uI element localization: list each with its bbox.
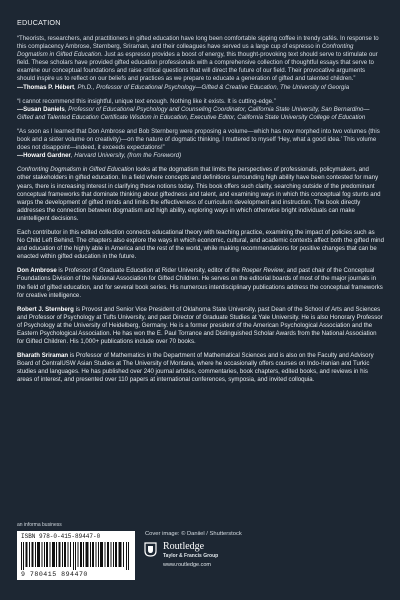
routledge-logo-icon: [144, 542, 157, 557]
cover-footer: [17, 522, 384, 600]
quote-source: [17, 106, 384, 122]
endorsement-quote: [17, 35, 384, 92]
isbn-barcode-box: [17, 531, 135, 580]
author-bio-text-continued: , and past chair of the Conceptual Foundations Division of the National Association for Gifted Children. He serves on the editorial boards of most of the major journals in the field of gifted education, and for several book series. His numerous interdisciplinary publications address the conceptual frameworks for creative intelligence.: [17, 267, 383, 299]
author-bio-text: is Professor of Mathematics in the Department of Mathematical Sciences and is also on the Faculty and Advisory Board of CentralUSW Asian Studies at The University of Montana, where he occasionally offers courses on Indo-Iranian and Turkic studies and languages. He has published over 240 journal articles, commentaries, book chapters, edited books, and reviews in his areas of interest, and presented over 110 papers at international conferences, symposia, and invited colloquia.: [17, 352, 374, 384]
author-bio: [17, 352, 384, 384]
quote-author: —Susan Daniels: [17, 105, 65, 113]
quote-affiliation: , Harvard University, (from the Foreword): [70, 152, 182, 160]
quote-text-continued: . Just as espresso provides a boost of energy, this thought-provoking text should serve to stimulate our field. These scholars have provided gifted education professionals with a comprehensive collection of thoughtful essays that serve to examine our conceptual foundations and raise critical questions that will direct the future of our field. Their provocative arguments should inspire us to reflect on our beliefs and practices as we prepare to educate a generation of gifted and talented children.”: [17, 51, 378, 83]
quote-author: —Howard Gardner: [17, 152, 71, 160]
quote-text: “Theorists, researchers, and practitioners in gifted education have long been comfortable sipping coffee in trendy cafés. In response to this complacency Ambrose, Sternberg, Sriraman, and their colleagues have served us a large cup of espresso in: [17, 35, 379, 51]
quote-source: [17, 84, 384, 92]
endorsement-quote: [17, 128, 384, 160]
author-bio-text: is Provost and Senior Vice President of Oklahoma State University, past Dean of the School of Arts and Sciences and Professor of Psychology at Tufts University, and past Director of Graduate Studies at Yale University. He is also Honorary Professor of Psychology at the University of Heidelberg, Germany. He is a former president of the American Psychological Association and the Eastern Psychological Association. He has won the E. Paul Torrance and Distinguished Scholar Awards from the National Association for Gifted Children. His 1,000+ publications include over 70 books.: [17, 305, 383, 346]
author-bio-text: is Professor of Graduate Education at Rider University, editor of the: [56, 267, 242, 275]
journal-title: Roeper Review: [241, 267, 284, 275]
endorsement-quote: [17, 98, 384, 122]
barcode-icon: [21, 542, 130, 570]
author-bio: [17, 306, 384, 346]
publisher-name: Routledge: [163, 541, 205, 552]
description-paragraph: [17, 166, 384, 223]
quote-text: “I cannot recommend this insightful, unique text enough. Nothing like it exists. It is cutting-edge.”: [17, 97, 276, 105]
quote-book-title: Confronting Dogmatism in Gifted Education: [17, 43, 354, 59]
description-text: looks at the dogmatism that limits the perspectives of professionals, policymakers, and other stakeholders in gifted education. In a field where concepts and definitions surrounding high ability have been contested for many years, there is increasing interest in clarifying these notions today. This book offers such clarity, searching outside of the predominant conceptual frameworks that dominate thinking about giftedness and talent, and examining ways in which this conceptual fog stunts and warps the development of gifted minds and limits the effectiveness of curriculum development and instruction. The book directly addresses the connection between dogmatism and high ability, exploring ways in which otherwise bright individuals can make unintelligent decisions.: [17, 166, 381, 222]
category-label: EDUCATION: [17, 18, 61, 27]
author-bio: [17, 267, 384, 299]
isbn-number: ISBN 978-0-415-89447-0: [21, 533, 101, 540]
quote-affiliation: , Ph.D., Professor of Educational Psychology—Gifted & Creative Education, The University of Georgia: [74, 83, 350, 91]
informa-note: an informa business: [17, 522, 62, 528]
barcode-digits: 9 780415 894470: [21, 571, 88, 578]
publisher-group: Taylor & Francis Group: [163, 553, 219, 559]
publisher-website: www.routledge.com: [163, 562, 211, 568]
cover-image-credit: Cover image: © Daniiel / Shutterstock: [145, 531, 242, 537]
quote-author: —Thomas P. Hébert: [17, 83, 75, 91]
author-name: Don Ambrose: [17, 267, 57, 275]
author-name: Bharath Sriraman: [17, 352, 69, 360]
description-paragraph: Each contributor in this edited collection connects educational theory with teaching practice, examining the impact of policies such as No Child Left Behind. The chapters also explore the ways in which economic, cultural, and academic contexts affect both the gifted mind and education of the highly able in America and the rest of the world, while making recommendations for positive changes that can be enacted within gifted education in the future.: [17, 228, 384, 261]
quote-affiliation: , Professor of Educational Psychology and Counseling Coordinator, California State University, San Bernardino—Gifted and Talented Education Certificate Wisdom in Education, Executive Editor, California State University College of Education: [17, 105, 370, 121]
quote-source: [17, 152, 384, 160]
description-book-title: Confronting Dogmatism in Gifted Education: [17, 166, 135, 174]
author-name: Robert J. Sternberg: [17, 305, 74, 313]
quote-text: “As soon as I learned that Don Ambrose and Bob Sternberg were proposing a volume—which has now morphed into two volumes (this book and a sister volume on creativity)—on the nature of dogmatic thinking, I muttered to myself ‘Hey, what a good idea.’ This volume does not disappoint—indeed, it exceeds expectations!”: [17, 127, 380, 152]
